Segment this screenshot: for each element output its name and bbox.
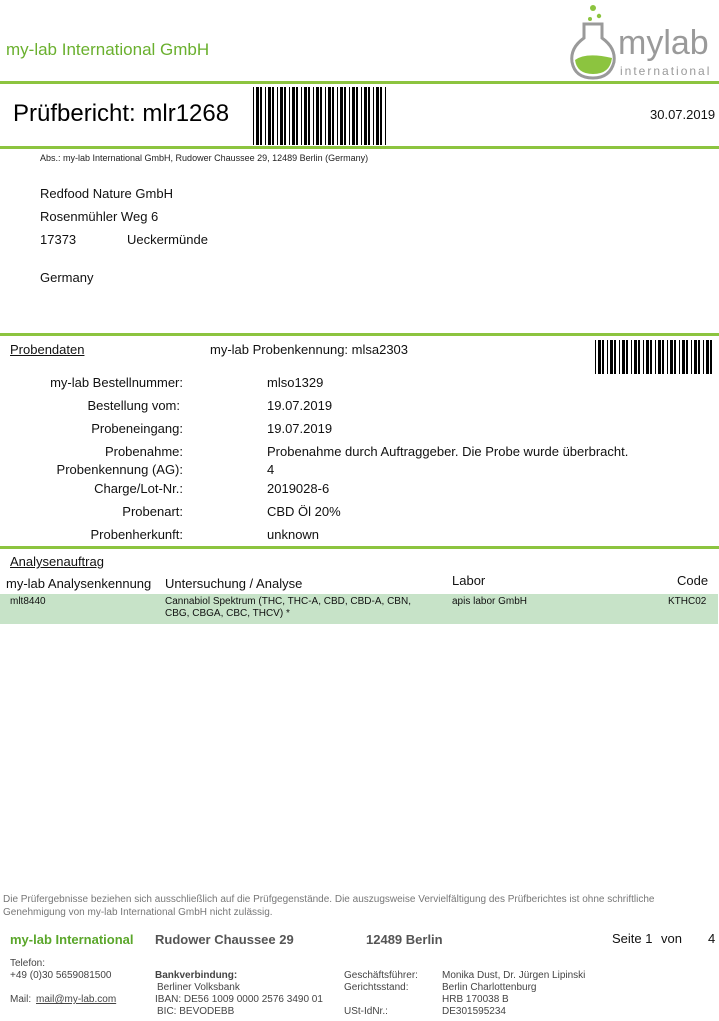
barcode-bar	[634, 340, 637, 374]
barcode-bar	[308, 87, 310, 145]
barcode-bar	[679, 340, 680, 374]
field-label-probenkennung-ag: Probenkennung (AG):	[56, 462, 183, 477]
barcode-bar	[325, 87, 326, 145]
barcode-bar	[595, 340, 596, 374]
footer-city: 12489 Berlin	[366, 932, 443, 947]
col-header-code: Code	[677, 573, 709, 588]
svg-text:mylab: mylab	[618, 24, 709, 62]
barcode-bar	[646, 340, 649, 374]
probendaten-divider	[0, 333, 719, 336]
mylab-logo	[566, 2, 716, 82]
field-value-probeneingang: 19.07.2019	[267, 421, 333, 436]
hrb-value: HRB 170038 B	[442, 994, 509, 1005]
barcode-bar	[380, 87, 382, 145]
analysen-divider	[0, 546, 719, 549]
report-title: Prüfbericht: mlr1268	[13, 100, 230, 127]
barcode-bar	[296, 87, 298, 145]
field-label-charge: Charge/Lot-Nr.:	[94, 481, 183, 496]
gf-label: Geschäftsführer:	[344, 970, 418, 981]
analysenauftrag-heading: Analysenauftrag	[10, 554, 104, 569]
row-kennung: mlt8440	[10, 596, 46, 607]
barcode-bar	[368, 87, 370, 145]
barcode-bar	[667, 340, 668, 374]
barcode-bar	[313, 87, 314, 145]
barcode-bar	[280, 87, 283, 145]
row-labor: apis labor GmbH	[452, 596, 528, 607]
barcode-bar	[614, 340, 616, 374]
barcode-bar	[610, 340, 613, 374]
bank-label: Bankverbindung:	[155, 970, 238, 981]
barcode-bar	[622, 340, 625, 374]
barcode-bar	[376, 87, 379, 145]
field-label-bestellung-vom: Bestellung vom:	[87, 398, 180, 413]
recipient-name: Redfood Nature GmbH	[40, 186, 173, 201]
bank-bic: BIC: BEVODEBB	[157, 1006, 235, 1017]
report-barcode	[253, 87, 390, 145]
barcode-bar	[658, 340, 661, 374]
barcode-bar	[332, 87, 334, 145]
header-divider	[0, 81, 719, 84]
barcode-bar	[364, 87, 367, 145]
flask-icon	[572, 5, 615, 78]
barcode-bar	[710, 340, 712, 374]
barcode-bar	[316, 87, 319, 145]
field-value-probenahme: Probenahme durch Auftraggeber. Die Probe wurde überbracht.	[267, 444, 629, 459]
field-label-probenahme: Probenahme:	[104, 444, 183, 459]
gf-value: Monika Dust, Dr. Jürgen Lipinski	[442, 970, 586, 981]
field-value-bestellnummer: mlso1329	[267, 375, 324, 390]
field-value-probenherkunft: unknown	[267, 527, 320, 542]
barcode-bar	[340, 87, 343, 145]
page-total: 4	[708, 931, 716, 946]
barcode-bar	[638, 340, 640, 374]
barcode-bar	[344, 87, 346, 145]
barcode-bar	[349, 87, 350, 145]
field-value-probenart: CBD Öl 20%	[267, 504, 341, 519]
barcode-bar	[655, 340, 656, 374]
barcode-bar	[256, 87, 259, 145]
barcode-bar	[691, 340, 692, 374]
barcode-bar	[631, 340, 632, 374]
report-date: 30.07.2019	[650, 107, 716, 122]
recipient-zip: 17373	[40, 232, 77, 247]
page-of: von	[661, 931, 682, 946]
mail-link[interactable]: mail@my-lab.com	[36, 994, 117, 1005]
barcode-bar	[650, 340, 652, 374]
sample-barcode	[595, 340, 716, 374]
mail-label: Mail:	[10, 994, 32, 1005]
barcode-bar	[361, 87, 362, 145]
barcode-bar	[272, 87, 274, 145]
barcode-bar	[277, 87, 278, 145]
barcode-bar	[706, 340, 709, 374]
field-value-charge: 2019028-6	[267, 481, 330, 496]
field-value-bestellung-vom: 19.07.2019	[267, 398, 333, 413]
barcode-bar	[703, 340, 704, 374]
col-header-labor: Labor	[452, 573, 486, 588]
barcode-bar	[253, 87, 254, 145]
barcode-bar	[686, 340, 688, 374]
barcode-bar	[304, 87, 307, 145]
company-name: my-lab International GmbH	[6, 40, 210, 59]
barcode-bar	[598, 340, 601, 374]
recipient-country: Germany	[40, 270, 94, 285]
row-analyse-line1: Cannabiol Spektrum (THC, THC-A, CBD, CBD-A, CBN,	[165, 596, 411, 607]
probenkennung: my-lab Probenkennung: mlsa2303	[210, 342, 409, 357]
field-label-probenherkunft: Probenherkunft:	[90, 527, 183, 542]
barcode-bar	[698, 340, 700, 374]
barcode-bar	[626, 340, 628, 374]
recipient-street: Rosenmühler Weg 6	[40, 209, 159, 224]
row-code: KTHC02	[668, 596, 707, 607]
barcode-bar	[607, 340, 608, 374]
field-label-probenart: Probenart:	[122, 504, 183, 519]
barcode-bar	[670, 340, 673, 374]
barcode-bar	[265, 87, 266, 145]
col-header-kennung: my-lab Analysenkennung	[6, 576, 152, 591]
bank-name: Berliner Volksbank	[157, 982, 240, 993]
barcode-bar	[328, 87, 331, 145]
barcode-bar	[682, 340, 685, 374]
telefon-label: Telefon:	[10, 958, 46, 969]
barcode-bar	[292, 87, 295, 145]
barcode-bar	[643, 340, 644, 374]
barcode-bar	[352, 87, 355, 145]
field-label-probeneingang: Probeneingang:	[91, 421, 183, 436]
barcode-bar	[289, 87, 290, 145]
footer-street: Rudower Chaussee 29	[155, 932, 294, 947]
barcode-bar	[284, 87, 286, 145]
field-label-bestellnummer: my-lab Bestellnummer:	[50, 375, 183, 390]
barcode-bar	[694, 340, 697, 374]
gericht-value: Berlin Charlottenburg	[442, 982, 537, 993]
barcode-bar	[356, 87, 358, 145]
row-analyse-line2: CBG, CBGA, CBC, THCV) *	[165, 608, 290, 619]
barcode-bar	[385, 87, 386, 145]
gericht-label: Gerichtsstand:	[344, 982, 409, 993]
field-value-probenkennung-ag: 4	[267, 462, 275, 477]
barcode-bar	[260, 87, 262, 145]
title-divider	[0, 146, 719, 149]
bank-iban: IBAN: DE56 1009 0000 2576 3490 01	[155, 994, 323, 1005]
barcode-bar	[337, 87, 338, 145]
probendaten-heading: Probendaten	[10, 342, 85, 357]
barcode-bar	[320, 87, 322, 145]
barcode-bar	[268, 87, 271, 145]
barcode-bar	[373, 87, 374, 145]
barcode-bar	[619, 340, 620, 374]
barcode-bar	[662, 340, 664, 374]
barcode-bar	[602, 340, 604, 374]
barcode-bar	[301, 87, 302, 145]
col-header-analyse: Untersuchung / Analyse	[165, 576, 303, 591]
barcode-bar	[674, 340, 676, 374]
recipient-city: Ueckermünde	[127, 232, 208, 247]
ust-label: USt-IdNr.:	[344, 1006, 388, 1017]
footer-brand: my-lab International	[10, 932, 134, 947]
disclaimer: Die Prüfergebnisse beziehen sich ausschließlich auf die Prüfgegenstände. Die auszugsweise Vervielfältigung des Prüfberichtes ist ohne schriftliche Genehmigung von my-lab International GmbH nicht zulässig.	[3, 894, 655, 918]
svg-text:international: international	[620, 64, 712, 78]
telefon-value: +49 (0)30 5659081500	[10, 970, 112, 981]
page-label: Seite 1	[612, 931, 653, 946]
ust-value: DE301595234	[442, 1006, 506, 1017]
sender-line: Abs.: my-lab International GmbH, Rudower Chaussee 29, 12489 Berlin (Germany)	[40, 153, 369, 163]
